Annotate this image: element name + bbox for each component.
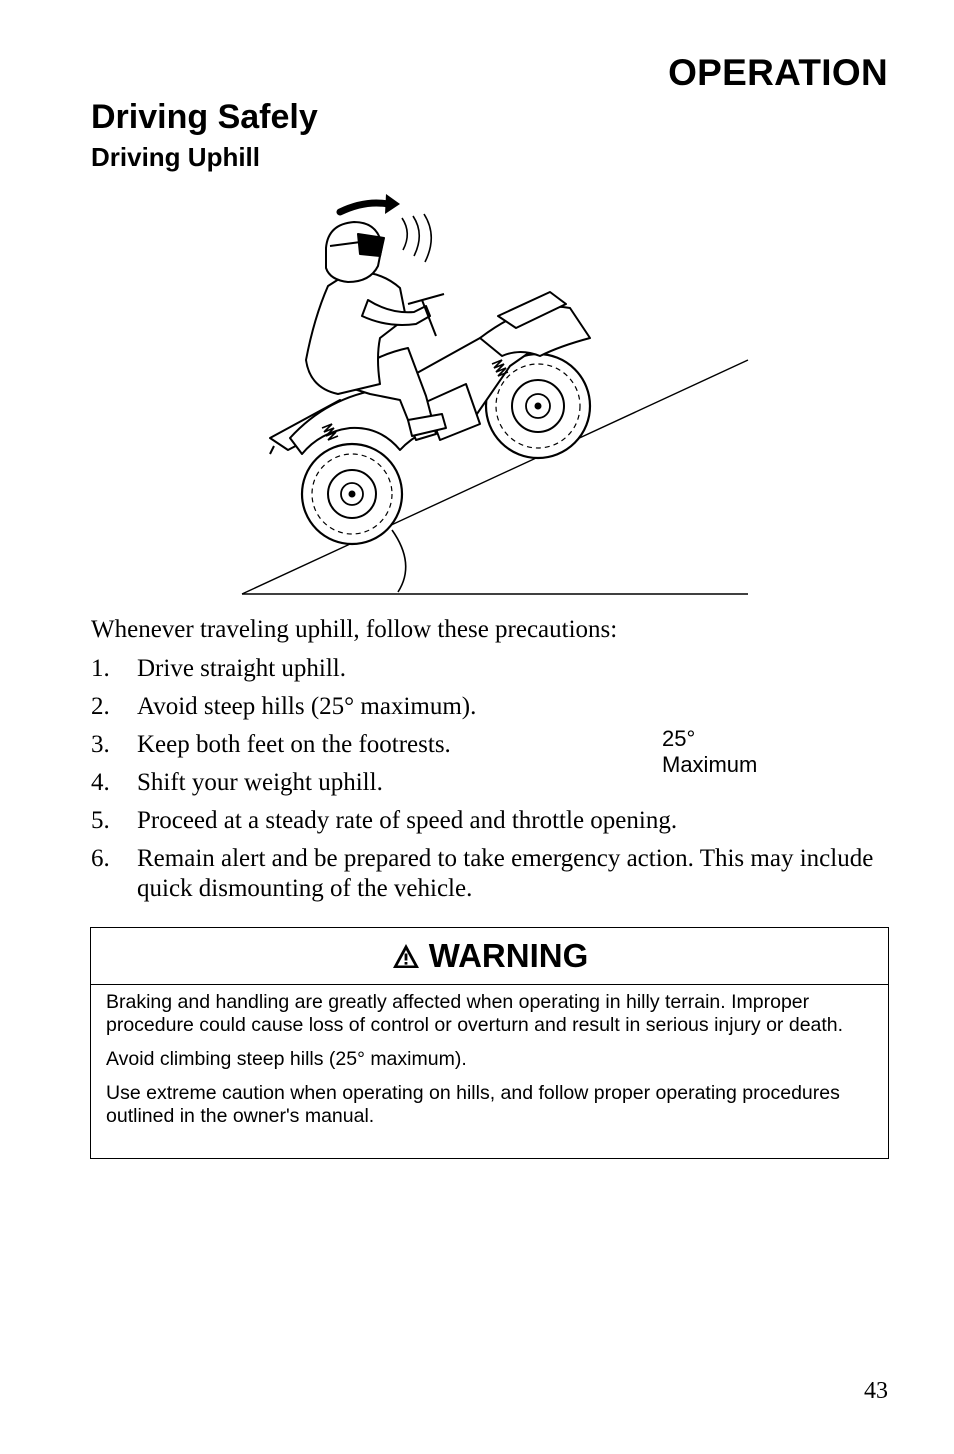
figure-caption: 25° Maximum	[662, 726, 758, 777]
list-item-text: Drive straight uphill.	[137, 655, 346, 682]
warning-paragraph: Braking and handling are greatly affected when operating in hilly terrain. Improper procedure could cause loss of control or overturn and result in serious injury or death.	[106, 991, 844, 1036]
page-number: 43	[864, 1378, 888, 1404]
sub-heading: Driving Uphill	[91, 142, 260, 172]
list-item	[91, 692, 891, 722]
warning-body	[91, 985, 888, 1128]
list-item-text: Proceed at a steady rate of speed and throttle opening.	[137, 807, 678, 834]
warning-paragraph: Use extreme caution when operating on hills, and follow proper operating procedures outlined in the owner's manual.	[106, 1082, 840, 1127]
precautions-list	[91, 654, 891, 912]
warning-header	[91, 928, 888, 985]
warning-box	[90, 927, 889, 1159]
list-item-number: 5.	[91, 807, 110, 834]
intro-text: Whenever traveling uphill, follow these precautions:	[91, 616, 618, 643]
section-header: OPERATION	[668, 52, 888, 93]
warning-paragraph: Avoid climbing steep hills (25° maximum).	[106, 1048, 467, 1070]
list-item-number: 1.	[91, 655, 110, 682]
list-item-number: 4.	[91, 769, 110, 796]
list-item-text: Avoid steep hills (25° maximum).	[137, 693, 477, 720]
warning-title: WARNING	[428, 937, 589, 974]
list-item-text: Keep both feet on the footrests.	[137, 731, 451, 758]
list-item	[91, 806, 891, 836]
list-item-number: 6.	[91, 845, 110, 872]
list-item	[91, 730, 891, 760]
page-heading: Driving Safely	[91, 98, 318, 136]
list-item	[91, 768, 891, 798]
list-item-number: 3.	[91, 731, 110, 758]
list-item-text: Remain alert and be prepared to take emergency action. This may include quick dismounting of the vehicle.	[137, 845, 874, 902]
warning-triangle-icon	[391, 942, 421, 970]
list-item	[91, 844, 891, 904]
list-item	[91, 654, 891, 684]
list-item-text: Shift your weight uphill.	[137, 769, 383, 796]
list-item-number: 2.	[91, 693, 110, 720]
atv-rider-uphill-illustration	[230, 188, 760, 608]
